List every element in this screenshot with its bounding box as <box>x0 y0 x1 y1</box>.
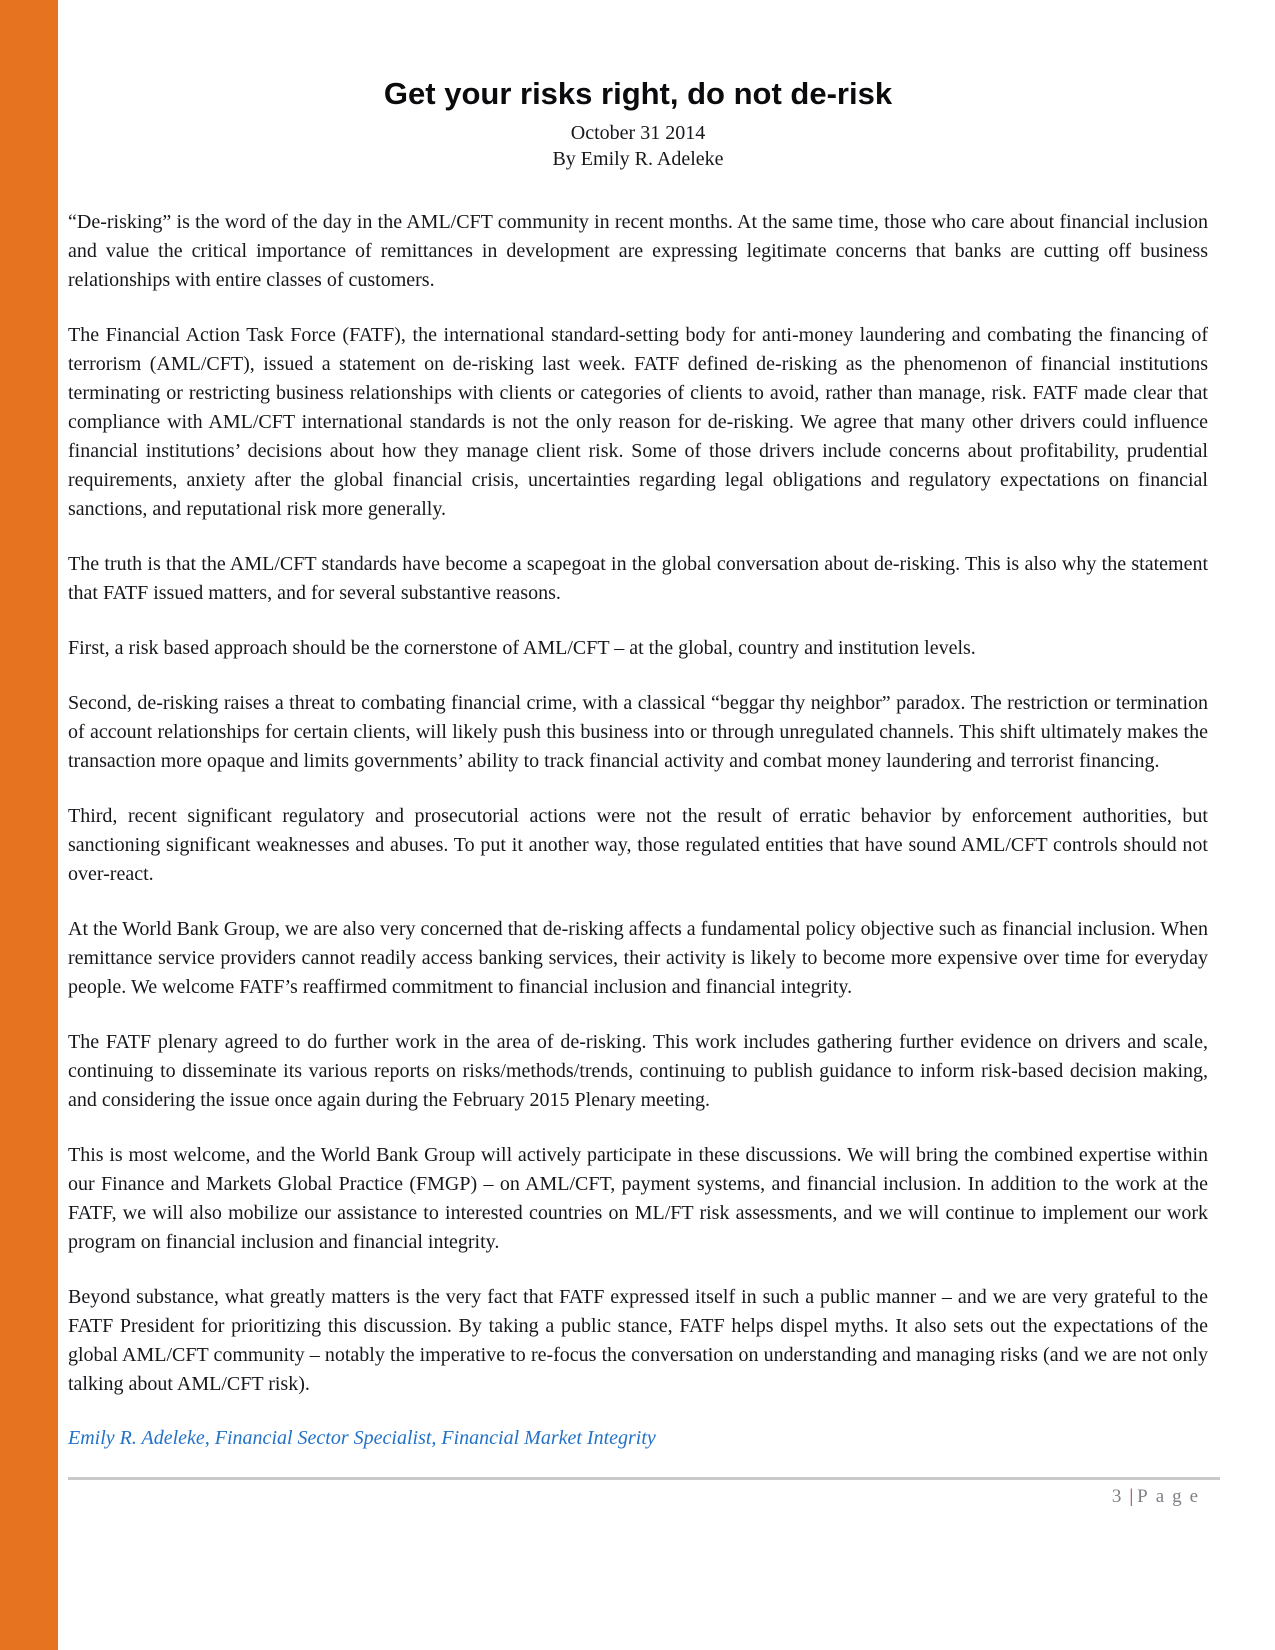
page-footer <box>68 1486 1208 1508</box>
footer-separator: | <box>1129 1486 1134 1507</box>
article-title: Get your risks right, do not de-risk <box>383 76 893 111</box>
author-signature: Emily R. Adeleke, Financial Sector Specialist, Financial Market Integrity <box>68 1427 656 1449</box>
paragraph: The FATF plenary agreed to do further work in the area of de-risking. This work includes gathering further evidence on drivers and scale, continuing to disseminate its various reports on risks/methods/trends, continuing to publish guidance to inform risk-based decision making, and considering the issue once again during the February 2015 Plenary meeting. <box>68 1031 1208 1111</box>
page-number: 3 <box>1111 1486 1124 1507</box>
paragraph: This is most welcome, and the World Bank Group will actively participate in these discussions. We will bring the combined expertise within our Finance and Markets Global Practice (FMGP) – on AML/CFT, payment systems, and financial inclusion. In addition to the work at the FATF, we will also mobilize our assistance to interested countries on ML/FT risk assessments, and we will continue to implement our work program on financial inclusion and financial integrity. <box>68 1144 1208 1253</box>
paragraph: The truth is that the AML/CFT standards have become a scapegoat in the global conversation about de-risking. This is also why the statement that FATF issued matters, and for several substantive reasons. <box>68 553 1208 604</box>
footer-divider <box>68 1477 1220 1480</box>
paragraph: Second, de-risking raises a threat to combating financial crime, with a classical “beggar thy neighbor” paradox. The restriction or termination of account relationships for certain clients, will likely push this business into or through unregulated channels. This shift ultimately makes the transaction more opaque and limits governments’ ability to track financial activity and combat money laundering and terrorist financing. <box>68 692 1208 772</box>
paragraph: The Financial Action Task Force (FATF), the international standard-setting body for anti-money laundering and combating the financing of terrorism (AML/CFT), issued a statement on de-risking last week. FATF defined de-risking as the phenomenon of financial institutions terminating or restricting business relationships with clients or categories of clients to avoid, rather than manage, risk. FATF made clear that compliance with AML/CFT international standards is not the only reason for de-risking. We agree that many other drivers could influence financial institutions’ decisions about how they manage client risk. Some of those drivers include concerns about profitability, prudential requirements, anxiety after the global financial crisis, uncertainties regarding legal obligations and regulatory expectations on financial sanctions, and reputational risk more generally. <box>68 324 1208 520</box>
paragraph: Beyond substance, what greatly matters is the very fact that FATF expressed itself in such a public manner – and we are very grateful to the FATF President for prioritizing this discussion. By taking a public stance, FATF helps dispel myths. It also sets out the expectations of the global AML/CFT community – notably the imperative to re-focus the conversation on understanding and managing risks (and we are not only talking about AML/CFT risk). <box>68 1286 1208 1395</box>
article-byline: By Emily R. Adeleke <box>552 148 724 170</box>
paragraph: Third, recent significant regulatory and prosecutorial actions were not the result of erratic behavior by enforcement authorities, but sanctioning significant weaknesses and abuses. To put it another way, those regulated entities that have sound AML/CFT controls should not over-react. <box>68 805 1208 885</box>
article-body <box>68 208 1208 1399</box>
paragraph: First, a risk based approach should be the cornerstone of AML/CFT – at the global, country and institution levels. <box>68 637 976 659</box>
footer-page-label: Page <box>1137 1486 1206 1507</box>
article-date: October 31 2014 <box>570 122 706 144</box>
paragraph: “De-risking” is the word of the day in the AML/CFT community in recent months. At the same time, those who care about financial inclusion and value the critical importance of remittances in development are expressing legitimate concerns that banks are cutting off business relationships with entire classes of customers. <box>68 211 1208 291</box>
paragraph: At the World Bank Group, we are also very concerned that de-risking affects a fundamental policy objective such as financial inclusion. When remittance service providers cannot readily access banking services, their activity is likely to become more expensive over time for everyday people. We welcome FATF’s reaffirmed commitment to financial inclusion and financial integrity. <box>68 918 1208 998</box>
article-content <box>68 0 1208 1508</box>
left-accent-bar <box>0 0 58 1650</box>
